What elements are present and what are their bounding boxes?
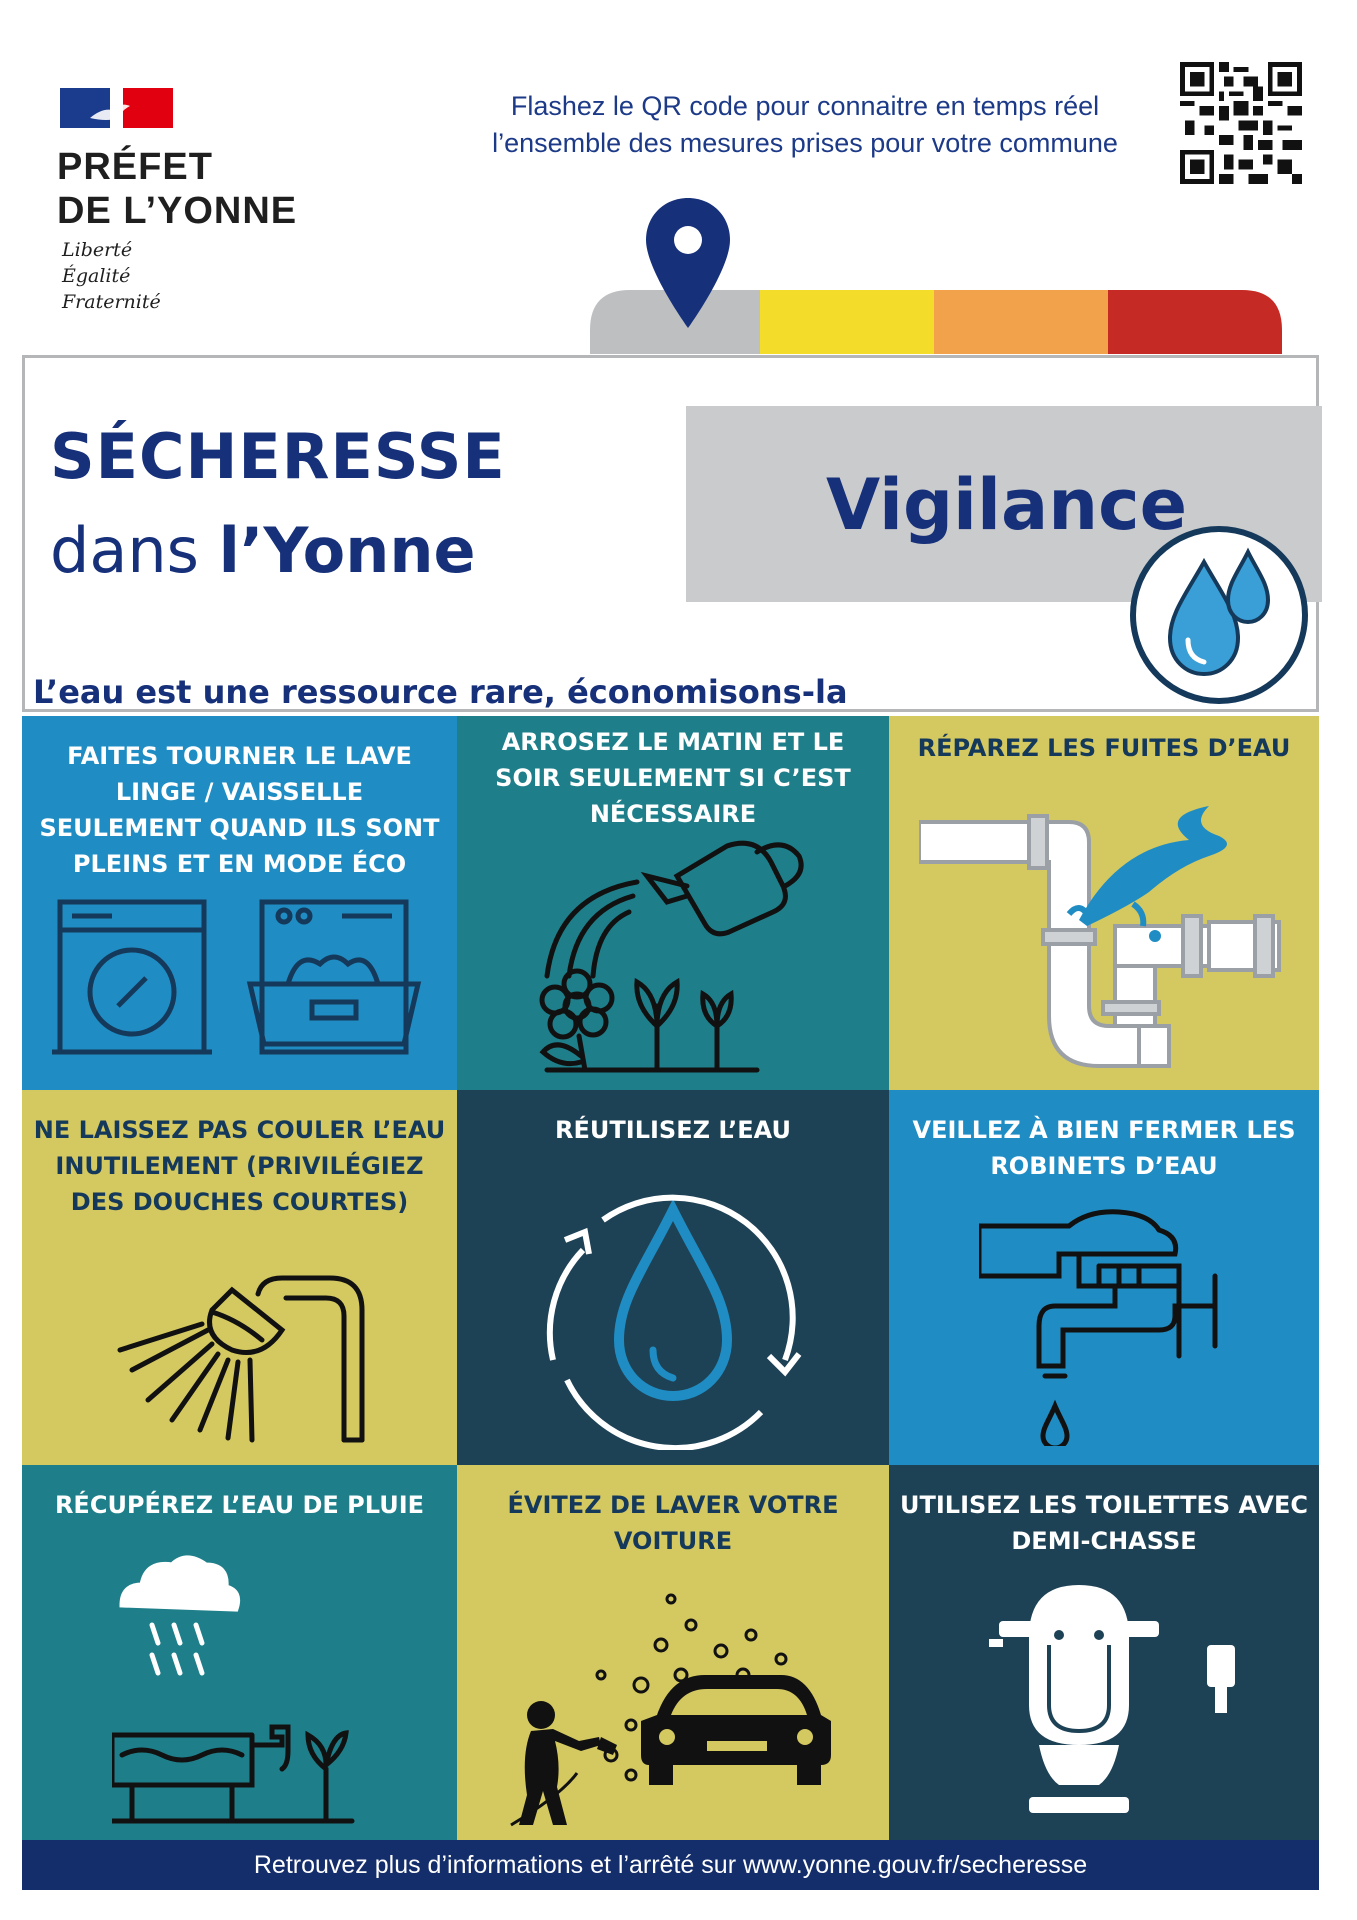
motto (62, 237, 161, 315)
tip-title: RÉCUPÉREZ L’EAU DE PLUIE (54, 1491, 425, 1519)
page-subtitle (50, 514, 476, 587)
watering-can-icon (517, 826, 817, 1076)
tip-tile-watering (457, 716, 889, 1090)
subtitle-prefix: dans (50, 514, 219, 587)
qr-instructions-line-2: l’ensemble des mesures prises pour votre commune (492, 128, 1118, 158)
car-wash-icon (481, 1555, 881, 1835)
tip-title: UTILISEZ LES TOILETTES AVEC DEMI-CHASSE (899, 1491, 1309, 1555)
prefecture-name (57, 145, 297, 233)
tip-title: FAITES TOURNER LE LAVE LINGE / VAISSELLE SEULEMENT QUAND ILS SONT PLEINS ET EN MODE ÉCO (39, 742, 440, 878)
water-drops-icon (1126, 522, 1312, 708)
tip-tile-carwash (457, 1465, 889, 1840)
tip-title: NE LAISSEZ PAS COULER L’EAU INUTILEMENT (PRIVILÉGIEZ DES DOUCHES COURTES) (33, 1116, 446, 1216)
motto-3: Fraternité (62, 291, 161, 313)
brand-line-1: PRÉFET (57, 146, 213, 188)
tip-tile-leaks (889, 716, 1319, 1090)
tip-tile-toilet (889, 1465, 1319, 1840)
qr-instructions (455, 88, 1155, 162)
washing-machine-dishwasher-icon (52, 894, 432, 1062)
footer-info-link[interactable]: Retrouvez plus d’informations et l’arrêté sur www.yonne.gouv.fr/secheresse (22, 1840, 1319, 1890)
motto-2: Égalité (62, 265, 131, 287)
motto-1: Liberté (62, 239, 133, 261)
tip-title: VEILLEZ À BIEN FERMER LES ROBINETS D’EAU (912, 1116, 1296, 1180)
tip-tile-reuse (457, 1090, 889, 1465)
toilet-icon (989, 1575, 1249, 1825)
scale-level-alerte-renforcee (934, 290, 1108, 354)
page-title: SÉCHERESSE (50, 420, 506, 493)
tip-title: RÉPAREZ LES FUITES D’EAU (917, 734, 1291, 762)
tap-icon (979, 1206, 1239, 1446)
shower-icon (112, 1270, 392, 1450)
brand-line-2: DE L’YONNE (57, 190, 298, 232)
tip-title: ÉVITEZ DE LAVER VOTRE VOITURE (507, 1491, 839, 1555)
vigilance-label: Vigilance (826, 464, 1188, 546)
tip-title: ARROSEZ LE MATIN ET LE SOIR SEULEMENT SI C’EST NÉCESSAIRE (495, 728, 851, 828)
scale-level-alerte (760, 290, 934, 354)
tip-tile-shower (22, 1090, 457, 1465)
scale-level-crise (1108, 290, 1282, 354)
marianne-flag-logo (60, 88, 173, 128)
rain-collector-icon (112, 1555, 392, 1825)
qr-code[interactable] (1180, 62, 1302, 184)
subtitle-place: l’Yonne (218, 514, 476, 587)
tip-tile-taps (889, 1090, 1319, 1465)
leaking-pipe-icon (919, 796, 1299, 1076)
tips-grid (22, 716, 1319, 1840)
tip-tile-washing (22, 716, 457, 1090)
tip-title: RÉUTILISEZ L’EAU (555, 1116, 791, 1144)
tip-tile-rain (22, 1465, 457, 1840)
recycle-drop-icon (523, 1150, 823, 1450)
location-pin-icon (646, 198, 730, 338)
tagline: L’eau est une ressource rare, économisons-la (33, 673, 848, 711)
qr-instructions-line-1: Flashez le QR code pour connaitre en temps réel (510, 91, 1100, 121)
